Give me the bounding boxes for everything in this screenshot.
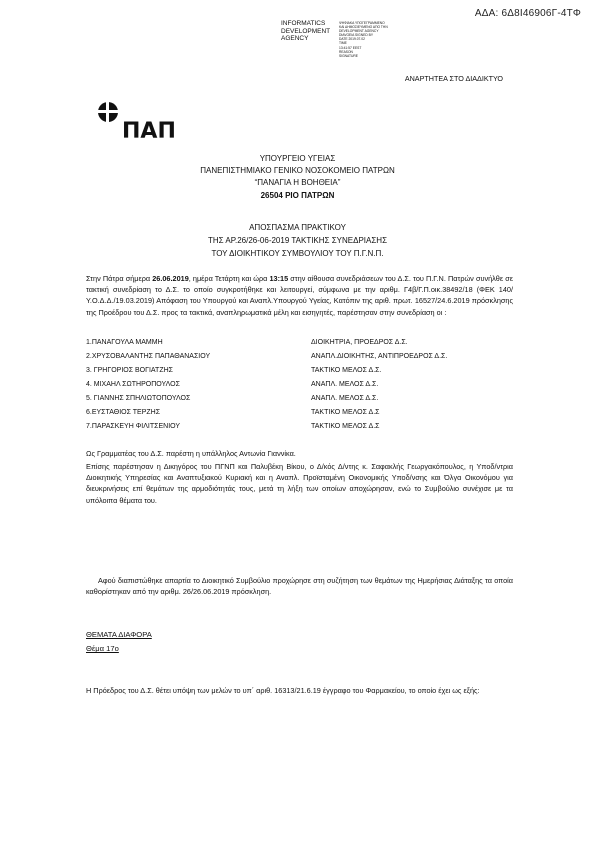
internet-publication-notice: ΑΝΑΡΤΗΤΕΑ ΣΤΟ ΔΙΑΔΙΚΤΥΟ [404, 74, 503, 83]
closing-paragraph: Η Πρόεδρος του Δ.Σ. θέτει υπόψη των μελών το υπ΄ αριθ. 16313/21.6.19 έγγραφο του Φαρμακείου, το οποίο έχει ως εξής: [86, 686, 480, 695]
intro-text: στην αίθουσα συνεδριάσεων του Δ.Σ. του Π.Γ.Ν. Πατρών συνήλθε σε τακτική συνεδρίαση το Δ.Σ. το οποίο συγκροτήθηκε και λειτουργεί, σύμφωνα με την αριθμ. Γ4β/Γ.Π.οικ.38492/18 (ΦΕΚ 140/Υ.Ο.Δ.Δ./19.03.2019) Απόφαση του Υπουργού και Αναπλ.Υπουργού Υγείας, Κατόπιν της αριθ. πρωτ. 16527/24.6.2019 πρόσκλησης της Προέδρου του Δ.Σ. προς τα τακτικά, αναπληρωματικά μέλη και εισηγητές, παρέστησαν στην συνεδρίαση οι : [86, 274, 513, 317]
meeting-time: 13:15 [269, 274, 289, 283]
signature-details [339, 21, 399, 58]
attendance-paragraph: Επίσης παρέστησαν η Δικηγόρος του ΠΓΝΠ και Παλυβέκη Βίκου, ο Δ/κός Δ/ντης κ. Σαφακλής Γεωργακόπουλος, η Υποδ/ντρια Διοικητικής Υπηρεσίας και Αναπτυξιακού Κυριακή και η Αναπλ. Προϊσταμένη Οικονομικής Υποδ/νσης και Όλγα Οικονόμου για διευκρινήσεις επί θεμάτων της αρμοδιότητάς τους, μετά τη λήξη των οποίων αποχώρησαν, ενώ το Συμβούλιο συνέχισε με τα υπόλοιπα θέματα του. [86, 462, 513, 505]
signature-line: TIME [339, 41, 347, 46]
secretary-paragraph: Ως Γραμματέας του Δ.Σ. παρέστη η υπάλληλος Αντωνία Γιαννίκα. [86, 449, 296, 458]
signature-line: ΨΗΦΙΑΚΑ ΥΠΟΓΕΓΡΑΜΜΕΝΟ [339, 21, 385, 25]
signature-line: DEVELOPMENT AGENCY [339, 29, 379, 34]
logo-text: ΠΑΠ [122, 119, 176, 144]
section-heading: ΘΕΜΑΤΑ ΔΙΑΦΟΡΑ [86, 630, 152, 639]
intro-text: , ημέρα Τετάρτη και ώρα [188, 274, 270, 283]
logo-stripe [106, 102, 109, 122]
signature-line: ΚΑΙ ΔΗΜΟΣΙΕΥΜΕΝΟ ΑΠΟ ΤΗΝ [339, 25, 388, 30]
agency-line: AGENCY [281, 35, 309, 43]
member-name: 3. ΓΡΗΓΟΡΙΟΣ ΒΟΓΙΑΤΖΗΣ [86, 367, 173, 374]
hospital-logo [96, 100, 176, 144]
member-role: ΔΙΟΙΚΗΤΡΙΑ, ΠΡΟΕΔΡΟΣ Δ.Σ. [311, 339, 408, 346]
member-role: ΤΑΚΤΙΚΟ ΜΕΛΟΣ Δ.Σ. [311, 367, 382, 374]
member-role: ΑΝΑΠΛ.ΔΙΟΙΚΗΤΗΣ, ΑΝΤΙΠΡΟΕΔΡΟΣ Δ.Σ. [311, 353, 448, 360]
signature-line: SIGNATURE [339, 53, 358, 58]
intro-text: Στην Πάτρα σήμερα [86, 274, 153, 283]
meeting-date: 26.06.2019 [152, 274, 189, 283]
member-name: 6.ΕΥΣΤΑΘΙΟΣ ΤΕΡΖΗΣ [86, 409, 161, 416]
document-title: ΑΠΟΣΠΑΣΜΑ ΠΡΑΚΤΙΚΟΥ [249, 223, 346, 232]
signature-line: DATE 2019.07.02 [339, 37, 365, 42]
board-line: ΤΟΥ ΔΙΟΙΚΗΤΙΚΟΥ ΣΥΜΒΟΥΛΙΟΥ ΤΟΥ Π.Γ.Ν.Π. [211, 249, 384, 258]
member-role: ΑΝΑΠΛ. ΜΕΛΟΣ Δ.Σ. [311, 381, 379, 388]
member-name: 2.ΧΡΥΣΟΒΑΛΑΝΤΗΣ ΠΑΠΑΘΑΝΑΣΙΟΥ [86, 353, 211, 360]
signature-line: 13:41:57 EEST [339, 45, 362, 50]
hospital-name: ΠΑΝΕΠΙΣΤΗΜΙΑΚΟ ΓΕΝΙΚΟ ΝΟΣΟΚΟΜΕΙΟ ΠΑΤΡΩΝ [200, 166, 395, 175]
member-name: 4. ΜΙΧΑΗΛ ΣΩΤΗΡΟΠΟΥΛΟΣ [86, 381, 180, 388]
agency-name-en [281, 20, 341, 43]
member-role: ΑΝΑΠΛ. ΜΕΛΟΣ Δ.Σ. [311, 395, 379, 402]
session-line: ΤΗΣ ΑΡ.26/26-06-2019 ΤΑΚΤΙΚΗΣ ΣΥΝΕΔΡΙΑΣΗΣ [207, 236, 388, 245]
member-name: 1.ΠΑΝΑΓΟΥΛΑ ΜΑΜΜΗ [86, 339, 163, 346]
hospital-title: “ΠΑΝΑΓΙΑ Η ΒΟΗΘΕΙΑ” [254, 178, 341, 187]
intro-paragraph [86, 273, 513, 318]
quorum-paragraph: Αφού διαπιστώθηκε απαρτία το Διοικητικό Συμβούλιο προχώρησε στη συζήτηση των θεμάτων της Ημερήσιας Διάταξης τα οποία καθορίστηκαν από την αριθμ. 26/26.06.2019 πρόσκληση. [86, 576, 513, 597]
member-name: 5. ΓΙΑΝΝΗΣ ΣΠΗΛΙΩΤΟΠΟΥΛΟΣ [86, 395, 191, 402]
ada-code: ΑΔΑ: 6Δ8Ι46906Γ-4ΤΦ [474, 8, 581, 19]
signature-line: REASON [339, 49, 353, 54]
hospital-address: 26504 ΡΙΟ ΠΑΤΡΩΝ [260, 191, 335, 200]
agency-line: INFORMATICS [281, 20, 326, 27]
agency-line: DEVELOPMENT [281, 27, 331, 35]
member-name: 7.ΠΑΡΑΣΚΕΥΗ ΦΙΛΙΤΣΕΝΙΟΥ [86, 423, 181, 430]
member-role: ΤΑΚΤΙΚΟ ΜΕΛΟΣ Δ.Σ [311, 409, 380, 416]
member-role: ΤΑΚΤΙΚΟ ΜΕΛΟΣ Δ.Σ [311, 423, 380, 430]
agenda-item: Θέμα 17ο [86, 644, 119, 653]
signature-line: DIAVGEIA SIGNED BY [339, 33, 374, 38]
ministry-name: ΥΠΟΥΡΓΕΙΟ ΥΓΕΙΑΣ [259, 154, 336, 163]
